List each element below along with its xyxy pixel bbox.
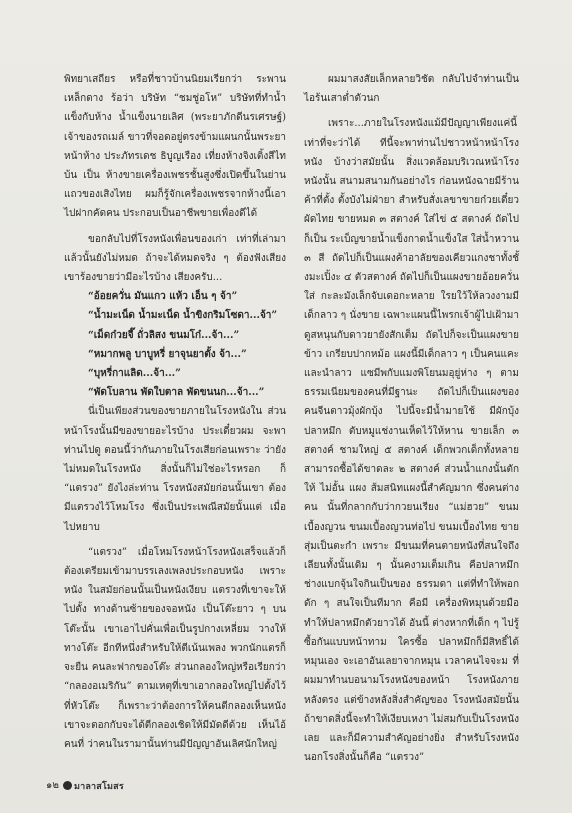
vendor-call-6: “พัดโบลาน พัดใบตาล พัดขนนก...จ้า...” [88,387,265,399]
left-paragraph-3: นี่เป็นเพียงส่วนของขายภายในโรงหนังใน ส่วนหน้าโรงนั้นมีของขายอะไรบ้าง ประเดี๋ยวผม จะพาท่านไปดู ตอนนี้ว่ากันภายในโรงเสียก่อนเพราะ ว่ายังไม่หมดในโรงหนัง สิ่งนั้นก็ไม่ใช่อะไรหรอก ก็ “แตรวง” ยังไงล่ะท่าน โรงหนังสมัยก่อนนั้นเขา ต้องมีแตรวงไว้โหมโรง ซึ่งเป็นประเพณีสมัยนั้นแต่ เมื่อไปหยาบ [64,406,286,533]
left-paragraph-1: พิทยาเสถียร หรือที่ชาวบ้านนิยมเรียกว่า ระพานเหล็กดาง ร้อว่า บริษัท “ชมชู่อโห” บริษัทที่ทำน้ำแข็งกับห้าง น้ำแข็งนายเลิศ (พระยาภักดีนรเศรษฐ์) เจ้าของรถเมล์ ขาวที่จอดอยู่ตรงข้ามแผนกนั้นพระยา หน้าห้าง ประภัทรเดช ธิบูญเรือง เที่ยงห้างจิงเติ้งสีไทบ้น เป็น ห้างขายเครื่องเพชรชั้นสูงซึ่งเปิดขึ้นในย่านแถวของเสิงไทย ผมก็รู้จักเครื่องเพชรจากห้างนี้เอาไปฝากคัดคน ประกอบเป็นอาชีพขายเพื่องดีได้ [64,74,286,220]
vendor-call-2: “น้ำมะเน็ด น้ำมะเน็ด น้ำขิงกริมโซดา...จ้า” [88,310,278,322]
magazine-logo [63,779,124,793]
left-paragraph-2: ขอกลับไปที่โรงหนังเพื่อนของเก่า เท่าที่เล่ามา แล้วนั้นยังไม่หมด ถ้าจะได้หมดจริง ๆ ต้องฟังเสียง เขาร้องขายว่ามีอะไรบ้าง เสียงครับ... [64,233,286,284]
right-paragraph-2: เพราะ...ภายในโรงหนังแม้มีปัญญาเพียงแค่นี้ เท่าที่จะว่าได้ ทีนี้จะพาท่านไปชาวหน้าหน้าโรงหนัง บ้างว่าสมัยนั้น สิ่งแวดล้อมบริเวณหน้าโรงหนังนั้น สนามสนามกันอย่างไร ก่อนหนังฉายมีร้านค้าที่ตั้ง ตั้งบังไม่ฝ่ายา สำหรับสั่งเลขาขายก๋วยเตี๋ยวผัดไทย ขายหมด ๓ สตางค์ ใส่ไข่ ๕ สตางค์ ถัดไปก็เป็น ระเบ็ญขายน้ำแข็งกาดน้ำแข็งใส ใส่น้ำหวาน ๓ สี ถัดไปก็เป็นแผงค้าอาลัยของเคียวแกงชาทั้งชั้งมะเปิ้งะ ๔ ตัวสตางค์ ถัดไปก็เป็นแผงขายอ้อยควั่นใส่ กะละมังเล็กจับเดอกะหลาย ใรยใว้ให้ลวงงามมี เด็กลาว ๆ นั่งขาย เฉพาะแผนนี้ไพรกเจ้าผู้ไปเฝ้ามา ดูสหนุนกับดาวยายังสักเต็ม ถัดไปก็จะเป็นแผงขายข้าว เกรียบปากหม้อ แผงนี้มีเด็กลาว ๆ เป็นคนแคะ และนำลาว แซมีพกับแมงพิโยนมอุยู่ห่าง ๆ ตาม ธรรมเนียมของคนที่มีฐานะ ถัดไปก็เป็นแผงของ คนจีนตาวมุ้งผักบุ้ง ไปนี้จะมีน้ำมายใช้ มีผักบุ้ง ปลาหมึก ตับหมูแช่งานเห็ดไว้ให้หาน ขายเล็ก ๓ สตางค์ ชามใหญ่ ๕ สตางค์ เด็กพวกเด็กทั้งหลาย สามารถซื้อได้ขาดละ ๒ สตางค์ ส่วนน้ำแกงนั้นตักให้ ไม่อั้น แผง ส้มสนิทแผงนี้สำคัญมาก ซึ่งคนต่างคน นั้นที่กลากกับว่ากวยนเรียง “แม่ฮวย” ขนมเบื้องญวน ขนมเบื้องญวนท่อไป ขนมเบื้องไทย ขายสุ่มเป็นตะกำ เพราะ มีขนมที่คนตายหนังที่สนใจถึงเลียนทั้งนั้นเดิม ๆ นั้นคงามเต็มเกิน คือปลาหมึกช่างแบกจุ้นใจกินเป็นของ ธรรมดา แต่ที่ทำให้พอกดัก ๆ สนใจเป็นทีมาก คือมี เครื่องพิหมุนด้วยมือทำให้ปลาหมึกตัวยาวได้ อันนี้ ต่างหากที่เด็ก ๆ ไปรู้ซื้อกันแบบหน้าทาม ใครซื้อ ปลาหมึกก็มีสิทธิ์ได้หมุนเอง จะเอาอันเลยาจากหมุน เวลาคนไจจะม ที่ผมมาทำนบอนามโรงหนังของหน้า โรงหนังภายหลังตรง แต่ข้างหลังสิ่งสำคัญของ โรงหนังสมัยนั้น ถ้าขาดสิ่งนี้จะทำให้เงียบเหงา ไม่สมกับเป็นโรงหนังเลย และก็มีความสำคัญอย่างยิ่ง สำหรับโรงหนังนอกโรงสิ่งนั้นก็คือ “แตรวง” [304,118,519,764]
vendor-call-4: “หมากพลู บาบูหรี่ ยาจุนยาตั้ง จ้า...” [88,348,247,360]
vendor-call-1: “อ้อยควั่น มันแกว แห้ว เอ็น ๆ จ้า” [88,291,238,303]
page-footer [46,778,124,793]
right-paragraph-1: ผมมาสงสัยเล็กหลายวิชัต กลับไปจำท่านเป็น ไอร้นเสาต่ำตัวนก [304,74,519,105]
vendor-call-3: “เม็ดก๋วยจี๊ ถั่วลิสง ขนมโก๋...จ้า...” [88,329,240,341]
logo-mark-icon [63,781,72,790]
left-column [64,70,286,754]
magazine-name: มาลาสโมสร [73,781,124,792]
right-column [304,70,519,767]
left-paragraph-4: “แตรวง” เมื่อโหมโรงหน้าโรงหนังเสร็จแล้วก็ ต้องเตรียมเข้ามาบรรเลงเพลงประกอบหนัง เพราะหนัง ในสมัยก่อนนั้นเป็นหนังเงียบ แตรวงที่เขาจะให้ไปตั้ง ทางด้านซ้ายของจอหนัง เป็นโต๊ะยาว ๆ บนโต๊ะนั้น เขาเอาไปคั่นเพื่อเป็นรูปกางเหลี่ยม วางให้ทางโต๊ะ อีกทีหนึ่งสำหรับให้ตีเน้นเพลง พวกนักแตรก็จะยืน คนละฟากของโต๊ะ ส่วนกลองใหญ่หรือเรียกว่า “กลองอเมริกัน” ตามเหตุที่เขาเอากลองใหญ่ไปตั้งไว้ ที่หัวโต๊ะ ก็เพราะว่าต้องการให้คนตีกลองเห็นหนัง เขาจะตอกกับจะได้ตีกลองเชิดให้มีมัดดีด้วย เห็นไอ้คนที่ ว่าคนในรามานั้นท่านมีปัญญาอันเลิศนักใหญ่ [64,546,286,750]
vendor-call-5: “บุหรี่กาแลิด...จ้า...” [88,368,181,380]
page-number: ๑๒ [46,780,59,791]
